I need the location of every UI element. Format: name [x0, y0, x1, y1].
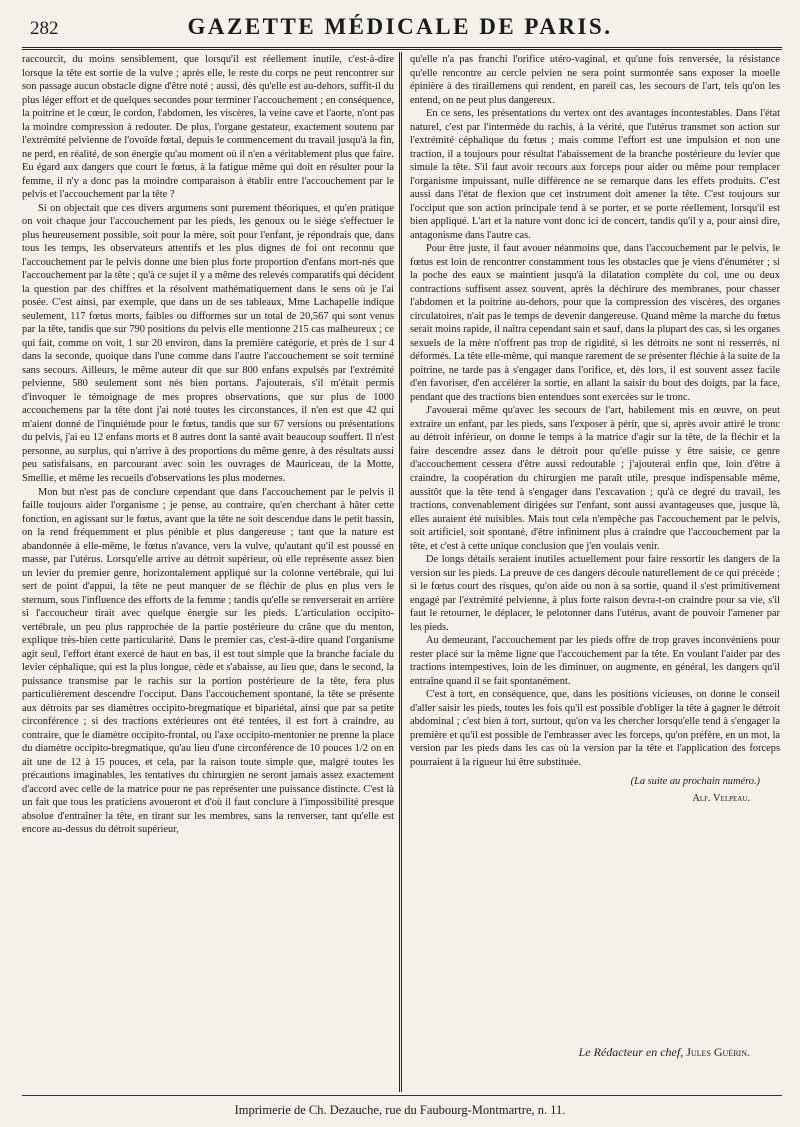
journal-masthead: GAZETTE MÉDICALE DE PARIS.	[187, 14, 613, 39]
continuation-note: (La suite au prochain numéro.)	[630, 776, 760, 788]
left-column	[22, 53, 394, 837]
printer-imprint: Imprimerie de Ch. Dezauche, rue du Faubourg-Montmartre, n. 11.	[234, 1103, 566, 1117]
editor-credit	[410, 1045, 780, 1060]
editor-name: Jules Guérin.	[686, 1045, 750, 1059]
paragraph: Mon but n'est pas de conclure cependant que dans l'accouchement par le pelvis il faille toujours aider l'organisme ; je pense, au contraire, qu'en cherchant à hâter cette fonction, en agissant sur le fœtus, avant que la tête ne soit descendue dans le petit bassin, on la rend fréquemment et plus pénible et plus dangereuse ; tant que la nature est abandonnée à elle-même, le fœtus n'avance, vers la vulve, qu'autant qu'il est poussé en masse, par l'utérus. Lorsqu'elle arrive au détroit supérieur, où elle représente assez bien un levier du premier genre, horizontalement appliqué sur la colonne vertébrale, qui lui sert de point d'appui, la tête ne peut manquer de se fléchir de plus en plus vers le sternum, sous l'influence des efforts de la femme ; tandis qu'elle se renverserait en arrière si l'accoucheur tirait avec quelque énergie sur les pieds. L'articulation occipito-vertébrale, un peu plus rapprochée de la partie postérieure du crâne que du menton, explique très-bien cette particularité. Dans le premier cas, c'est-à-dire quand l'organisme agit seul, l'effort étant exercé de haut en bas, il est tout simple que la branche faciale du levier céphalique, qui est la plus longue, cède et s'abaisse, au lieu que, dans le second, la puissance transmise par le rachis sur la portion postérieure de la tête, fera plus particulièrement descendre l'occiput. Dans l'accouchement spontané, la tête se présente aux détroits par ses diamètres occipito-bregmatique et bipariétal, ainsi que par sa petite circonférence ; si des tractions extérieures ont été tentées, il est fort à craindre, au contraire, que le diamètre occipito-frontal, ou l'axe occipito-mentonier ne prenne la place du diamètre occipito-bregmatique, qu'au lieu d'une circonférence de 10 pouces 1/2 on en ait une de 12 à 15 pouces, et cela, par la raison toute simple que, malgré toutes les précautions imaginables, les tentatives du chirurgien ne seront jamais assez exactement d'accord avec celle de la matrice pour ne pas représenter une puissance distincte. C'est là un fait que tous les praticiens avoueront et d'où il faut conclure à l'impossibilité presque absolue d'entraîner la tête, en tirant sur les membres, sans la renverser, tant qu'elle est encore au-dessus du détroit supérieur,	[22, 486, 394, 836]
paragraph: raccourcit, du moins sensiblement, que lorsqu'il est réellement inutile, c'est-à-dire lorsque la tête est sortie de la vulve ; après elle, le reste du corps ne peut rencontrer sur son passage aucun obstacle digne d'être noté ; aussi, dès qu'elle est au-dehors, suffit-il du plus léger effort et de quelques secondes pour terminer l'accouchement ; en conséquence, la poitrine et le cœur, le cordon, l'abdomen, les viscères, la veine cave et l'aorte, n'ont pas la moindre compression à redouter. De plus, l'organe gestateur, exactement soutenu par l'extrémité pelvienne de l'ovoïde fœtal, depuis le commencement du travail jusqu'à la fin, ne perd, en réalité, de son énergie qu'au moment où il n'en a véritablement plus que faire. Eu égard aux dangers que court le fœtus, à la fatigue même qui doit en résulter pour la femme, il n'y a donc pas la moindre comparaison à établir entre l'accouchement par le pelvis et l'accouchement par la tête ?	[22, 54, 394, 201]
editor-label: Le Rédacteur en chef,	[578, 1045, 684, 1059]
paragraph: Pour être juste, il faut avouer néanmoins que, dans l'accouchement par le pelvis, le fœtus est loin de rencontrer constamment tous les obstacles que je viens d'énumérer ; si la poche des eaux se maintient jusqu'à la dilatation complète du col, une ou deux contractions suffisent assez souvent, après la déchirure des membranes, pour chasser l'abdomen et la poitrine au-dehors, pour que la compression des viscères, des organes circulatoires, n'ait pas le temps de devenir dangereuse. Quand même la marche du fœtus serait moins rapide, il naîtra cependant sain et sauf, dans la plupart des cas, si les organes sexuels de la mère n'offrent pas trop de rigidité, si les détroits ne sont ni resserrés, ni déformés. La tête elle-même, qui manque rarement de se présenter fléchie à la suite de la poitrine, ne tarde pas à s'engager dans l'orifice, et, dès lors, il est souvent assez facile d'en favoriser, d'en accélérer la sortie, en allant la saisir du bout des doigts, par la face, pendant que des tractions bien entendues sont exercées sur le tronc.	[410, 243, 781, 403]
paragraph: J'avouerai même qu'avec les secours de l'art, habilement mis en œuvre, on peut extraire un enfant, par les pieds, sans l'exposer à périr, que si, après avoir attiré le tronc au détroit inférieur, on donne le temps à la matrice d'agir sur la tête, de la fléchir et la faire descendre assez dans le détroit pour qu'elle puisse y être saisie, ce genre d'accouchement cessera d'être aussi redoutable ; j'ajouterai enfin que, loin d'être à craindre, la coopération du chirurgien me paraît utile, presque indispensable même, aussitôt que la tête tend à s'engager dans l'excavation ; qu'à ce degré du travail, les tractions, convenablement dirigées sur l'enfant, sont aussi avantageuses que, jusque là, elles auraient été nuisibles. Mais tout cela n'empêche pas l'accouchement par le pelvis, soit artificiel, soit spontané, d'être infiniment plus à craindre que l'accouchement par la tête, et c'est à cette unique conclusion que j'en voulais venir.	[410, 405, 780, 552]
paragraph: En ce sens, les présentations du vertex ont des avantages incontestables. Dans l'état naturel, c'est par l'intermède du rachis, à la vérité, que l'utérus transmet son action sur l'extrémité céphalique du fœtus ; mais comme l'effort est une impulsion et non une traction, il a toujours pour résultat l'abaissement de la branche postérieure du levier que simule la tête. S'il faut avoir recours aux forceps pour aider ou même pour remplacer l'organisme impuissant, nulle différence ne se remarque dans les effets produits. C'est aussi dans l'état de flexion que cet instrument doit amener la tête. C'est toujours sur l'occiput que son action principale tend à se porter, et se porte réellement, lorsqu'il est bien appliqué. L'art et la nature vont donc ici de concert, tandis qu'il y a, pour ainsi dire, antagonisme dans l'autre cas.	[410, 108, 780, 241]
footer-rule	[22, 1095, 782, 1096]
header-rule	[22, 47, 782, 50]
author-signature: Alf. Velpeau.	[692, 792, 750, 804]
paragraph: qu'elle n'a pas franchi l'orifice utéro-vaginal, et qu'une fois renversée, la résistance qu'elle rencontre au cercle pelvien ne sera point surmontée sans exposer la moelle épinière à des tiraillemens qui rendent, en pareil cas, les secours de l'art, tels qu'on les entend, on ne peut plus dangereux.	[410, 54, 780, 106]
page-number: 282	[30, 18, 59, 39]
paragraph: C'est à tort, en conséquence, que, dans les positions vicieuses, on donne le conseil d'aller saisir les pieds, toutes les fois qu'il est possible d'obliger la tête à gagner le détroit abdominal ; c'est bien à tort, surtout, qu'on va les chercher lorsqu'elle tend à s'engager la première et qu'il est possible de l'embrasser avec les forceps, qu'on préfère, en un mot, la version par les pieds dans les cas où la version par la tête et l'application des forceps pourraient à la rigueur lui être substituée.	[410, 689, 780, 768]
paragraph: De longs détails seraient inutiles actuellement pour faire ressortir les dangers de la version sur les pieds. La preuve de ces dangers découle naturellement de ce qui précède ; si le fœtus court des risques, qu'on aide ou non à sa sortie, quand il s'est primitivement engagé par l'extrémité pelvienne, à plus forte raison devra-t-on craindre pour sa vie, s'il faut le retourner, le déplacer, le pelotonner dans l'utérus, avant de pouvoir l'amener par les pieds.	[410, 554, 780, 633]
paragraph: Au demeurant, l'accouchement par les pieds offre de trop graves inconvéniens pour rester placé sur la même ligne que l'accouchement par la tête. En voulant l'aider par des tractions intempestives, loin de les diminuer, on augmente, en général, les dangers qu'il entraîne quand il se fait spontanément.	[410, 635, 780, 687]
column-divider	[399, 52, 402, 1092]
right-column	[410, 53, 780, 805]
paragraph: Si on objectait que ces divers argumens sont purement théoriques, et qu'en pratique on voit chaque jour l'accouchement par les pieds, les genoux ou le siége s'effectuer le plus heureusement possible, soit pour la mère, soit pour l'enfant, je répondrais que, dans tous les temps, les observateurs attentifs et les plus dignes de foi ont reconnu que l'accouchement par le pelvis donne une bien plus forte proportion d'enfans mort-nés que l'accouchement par la tête ; qu'à ce sujet il y a même des relevés comparatifs qui décident la question par des chiffres et la résolvent mathématiquement dans le sens où je l'ai posée. C'est ainsi, par exemple, que dans un de ses tableaux, Mme Lachapelle indique seulement, 117 fœtus morts, faibles ou difformes sur un total de 20,567 qui sont venus par la tête, tandis que sur 790 positions du pelvis elle mentionne 215 cas malheureux ; ce qui fait, comme on voit, 1 sur 20 environ, dans la première catégorie, et près de 1 sur 4 dans la seconde, quoique dans l'une comme dans l'autre l'accouchement se soit terminé sans secours. Ailleurs, le même auteur dit que sur 800 enfans expulsés par l'extrémité pelvienne, 580 seulement sont nés bien portans. J'ajouterais, s'il m'était permis d'invoquer le témoignage de mes propres observations, que sur plus de 1000 accouchemens par la tête dont j'ai noté toutes les circonstances, il n'en est que 42 qui m'aient donné de l'inquiétude pour le fœtus, tandis que sur 67 versions ou présentations du pelvis, j'ai eu 12 enfans morts et 8 autres dont la santé avait beaucoup souffert. Il n'est personne, au surplus, qui n'arrive à des proportions du même genre, à des résultats aussi peu satisfaisans, en parcourant avec soin les ouvrages de Mauriceau, de la Motte, Smellie, et même les recueils d'observations les plus modernes.	[22, 202, 394, 484]
